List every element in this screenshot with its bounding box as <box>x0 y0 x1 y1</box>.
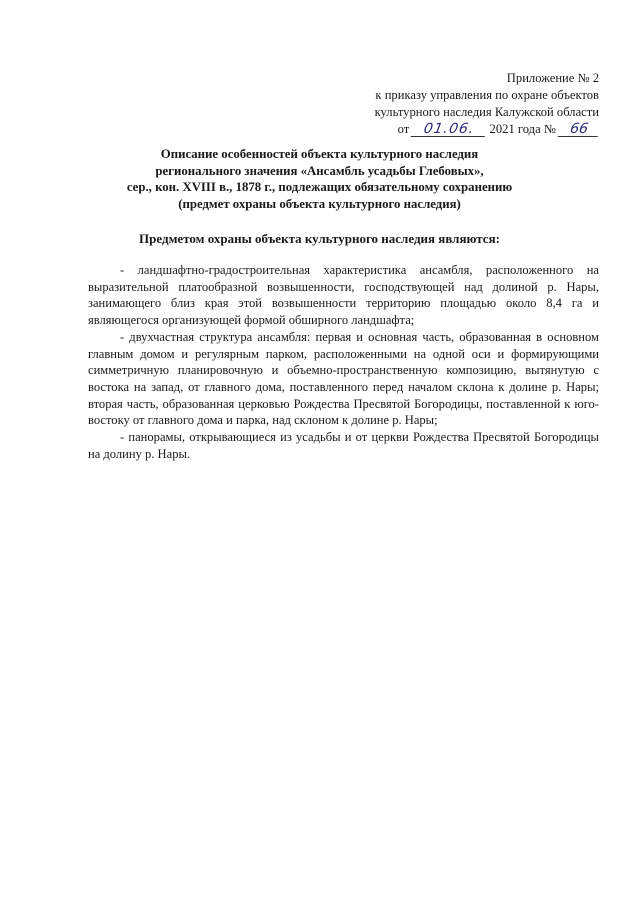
appendix-number: Приложение № 2 <box>506 71 599 85</box>
handwritten-date: 01.06. <box>411 122 488 137</box>
appendix-authority: культурного наследия Калужской области <box>374 105 599 119</box>
date-prefix: от <box>397 122 410 136</box>
year-and-number-label: 2021 года № <box>489 122 556 136</box>
appendix-date-line <box>375 121 599 138</box>
handwritten-order-number: 66 <box>558 122 601 137</box>
title-line-1: Описание особенностей объекта культурного наследия <box>160 147 479 161</box>
paragraph-landscape: - ландшафтно-градостроительная характеристика ансамбля, расположенного на выразительной платообразной возвышенности, господствующей над долиной р. Нары, занимающего близ края этой возвышенности территорию площадью около 8,4 га и являющегося организующей формой обширного ландшафта; <box>88 263 599 328</box>
section-heading: Предметом охраны объекта культурного наследия являются: <box>139 231 500 246</box>
appendix-order-ref: к приказу управления по охране объектов <box>375 88 599 102</box>
paragraph-structure: - двухчастная структура ансамбля: первая и основная часть, образованная в основном главным домом и регулярным парком, расположенными на одной оси и формирующими симметричную планировочную и объемно-пространственную композицию, вытянутую с востока на запад, от главного дома, поставленного перед началом склона к долине р. Нары; вторая часть, образованная церковью Рождества Пресвятой Богородицы, поставленной к юго-востоку от главного дома и парка, над склоном к долине р. Нары; <box>88 329 599 428</box>
title-line-3: сер., кон. XVIII в., 1878 г., подлежащих обязательному сохранению <box>126 180 513 194</box>
document-body <box>88 262 599 462</box>
title-line-2: регионального значения «Ансамбль усадьбы Глебовых», <box>155 163 484 178</box>
document-title <box>0 146 639 212</box>
title-line-4: (предмет охраны объекта культурного наследия) <box>178 196 461 211</box>
appendix-header <box>375 70 599 138</box>
paragraph-panoramas: - панорамы, открывающиеся из усадьбы и от церкви Рождества Пресвятой Богородицы на долину р. Нары. <box>88 430 599 461</box>
